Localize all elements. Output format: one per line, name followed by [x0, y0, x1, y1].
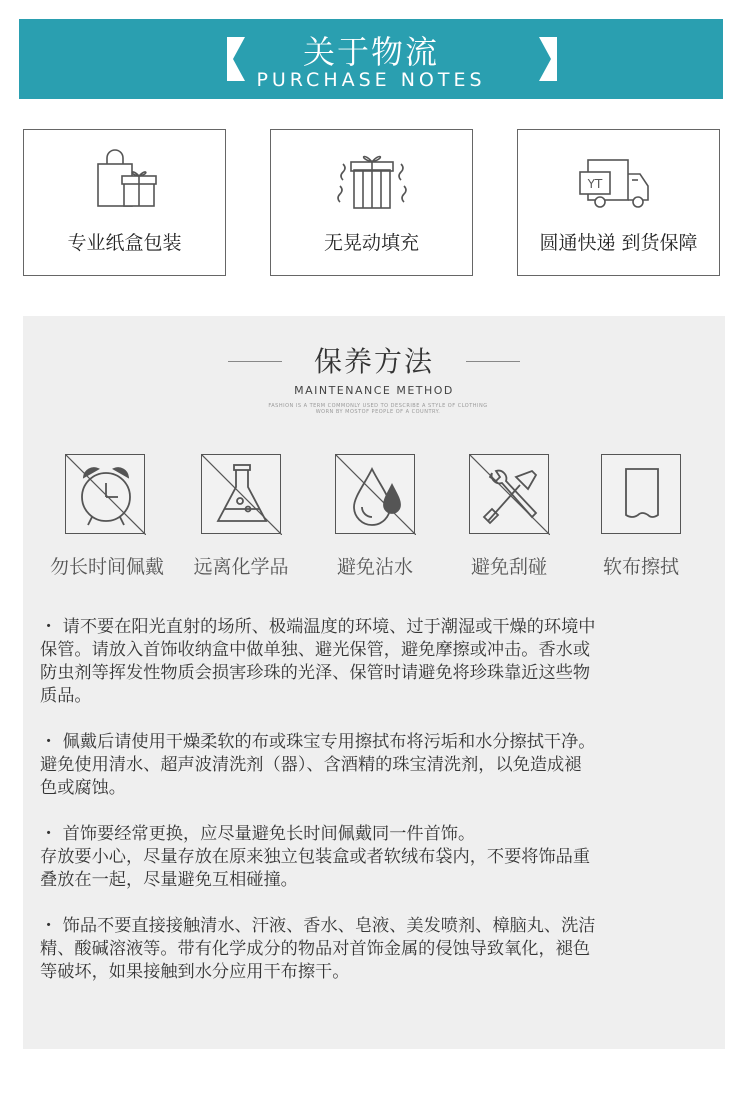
- care-item-water: [320, 454, 430, 579]
- maintenance-fine-print: FASHION IS A TERM COMMONLY USED TO DESCRIBE A STYLE OF CLOTHING WORN BY MOSTOF PEOPLE OF A COUNTRY.: [268, 403, 488, 415]
- gift-box-icon: [327, 146, 417, 214]
- care-label: 软布擦拭: [602, 556, 679, 578]
- care-label: 避免刮碰: [470, 556, 547, 578]
- maintenance-section: [23, 316, 725, 1049]
- feature-label: 圆通快递 到货保障: [539, 232, 698, 254]
- note-paragraph: ・ 请不要在阳光直射的场所、极端温度的环境、过于潮湿或干燥的环境中 保管。请放入首饰收纳盒中做单独、避光保管，避免摩擦或冲击。香水或 防虫剂等挥发性物质会损害珍珠的光泽、保管时请避免将珍珠靠近这些物 质品。: [40, 617, 596, 706]
- care-icon-frame: [335, 454, 415, 534]
- feature-no-shaking: [270, 129, 473, 276]
- care-icon-frame: [65, 454, 145, 534]
- care-label: 避免沾水: [336, 556, 413, 578]
- delivery-truck-icon: [574, 146, 664, 214]
- cloth-icon: [602, 455, 682, 535]
- note-paragraph: ・ 饰品不要直接接触清水、汗液、香水、皂液、美发喷剂、樟脑丸、洗洁 精、酸碱溶液等。带有化学成分的物品对首饰金属的侵蚀导致氧化，褪色 等破坏，如果接触到水分应用干布擦干。: [40, 916, 596, 982]
- care-item-chemicals: [186, 454, 296, 579]
- care-icon-frame: [601, 454, 681, 534]
- alarm-clock-icon: [66, 455, 146, 535]
- care-icon-frame: [469, 454, 549, 534]
- note-paragraph: ・ 佩戴后请使用干燥柔软的布或珠宝专用擦拭布将污垢和水分擦拭干净。 避免使用清水、超声波清洗剂（器）、含酒精的珠宝清洗剂，以免造成褪 色或腐蚀。: [40, 732, 596, 798]
- shopping-bag-gift-icon: [80, 146, 170, 214]
- water-drop-icon: [336, 455, 416, 535]
- banner-title: 关于物流: [302, 33, 439, 71]
- maintenance-title: 保养方法: [313, 345, 434, 378]
- flask-icon: [202, 455, 282, 535]
- care-label: 远离化学品: [193, 556, 289, 578]
- feature-yt-express: [517, 129, 720, 276]
- maintenance-subtitle: MAINTENANCE METHOD: [294, 384, 454, 397]
- purchase-notes-banner: [19, 19, 723, 99]
- tools-icon: [470, 455, 550, 535]
- truck-logo-text: YT: [587, 177, 602, 191]
- care-icon-frame: [201, 454, 281, 534]
- care-item-wear-time: [50, 454, 165, 579]
- feature-paper-box: [23, 129, 226, 276]
- care-label: 勿长时间佩戴: [50, 556, 165, 578]
- care-item-soft-cloth: [586, 454, 696, 579]
- right-bracket-icon: [525, 33, 565, 85]
- title-divider-right: [466, 361, 520, 362]
- banner-subtitle: PURCHASE NOTES: [256, 69, 486, 91]
- maintenance-notes: [40, 616, 712, 1007]
- care-item-scratch: [454, 454, 564, 579]
- feature-label: 无晃动填充: [323, 232, 419, 254]
- feature-label: 专业纸盒包装: [67, 232, 182, 254]
- note-paragraph: ・ 首饰要经常更换，应尽量避免长时间佩戴同一件首饰。 存放要小心，尽量存放在原来独立包装盒或者软绒布袋内，不要将饰品重 叠放在一起，尽量避免互相碰撞。: [40, 824, 591, 890]
